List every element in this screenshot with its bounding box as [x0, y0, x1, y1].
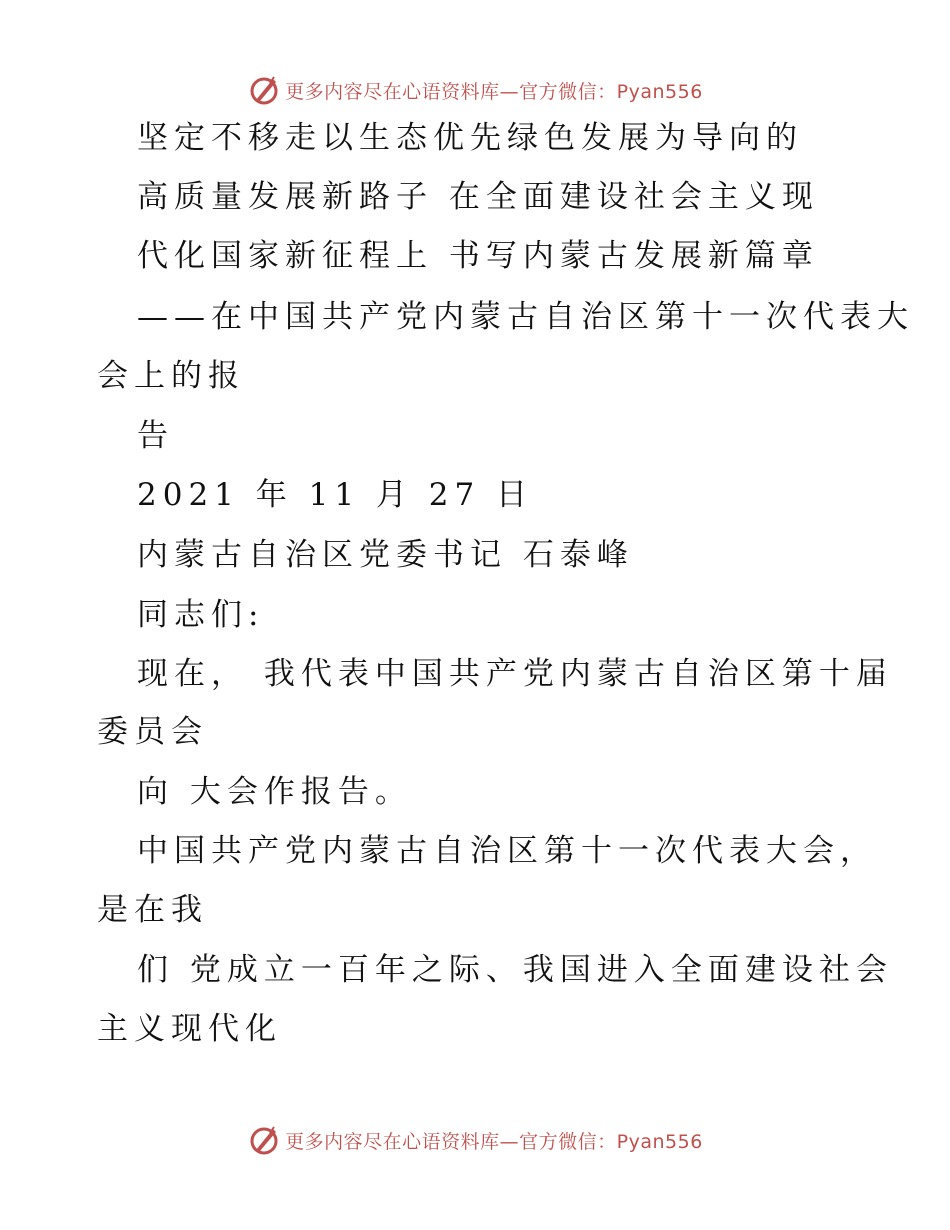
doc-line: 向 大会作报告。 — [137, 774, 412, 810]
quill-logo-icon — [247, 73, 281, 107]
doc-line: 同志们: — [137, 597, 265, 633]
doc-line: 坚定不移走以生态优先绿色发展为导向的 — [137, 120, 803, 156]
doc-line: 中国共产党内蒙古自治区第十一次代表大会， — [137, 833, 877, 869]
doc-line: 现在， 我代表中国共产党内蒙古自治区第十届 — [137, 656, 893, 692]
doc-line: 们 党成立一百年之际、我国进入全面建设社会 — [137, 952, 893, 988]
quill-logo-icon — [247, 1123, 281, 1157]
watermark-text: 更多内容尽在心语资料库—官方微信：Pyan556 — [285, 80, 703, 103]
doc-line: 内蒙古自治区党委书记 石泰峰 — [137, 537, 634, 573]
doc-line: 告 — [137, 418, 174, 454]
watermark-header — [0, 70, 950, 110]
doc-line: 委员会 — [97, 714, 208, 750]
doc-line: 代化国家新征程上 书写内蒙古发展新篇章 — [137, 238, 819, 274]
doc-line: ——在中国共产党内蒙古自治区第十一次代表大 — [137, 299, 914, 335]
doc-line: 会上的报 — [97, 358, 245, 394]
watermark-text: 更多内容尽在心语资料库—官方微信：Pyan556 — [285, 1130, 703, 1153]
doc-line: 主义现代化 — [97, 1011, 282, 1047]
doc-line: 高质量发展新路子 在全面建设社会主义现 — [137, 179, 819, 215]
watermark-footer — [0, 1120, 950, 1160]
doc-line: 2021 年 11 月 27 日 — [137, 477, 534, 513]
doc-line: 是在我 — [97, 892, 208, 928]
